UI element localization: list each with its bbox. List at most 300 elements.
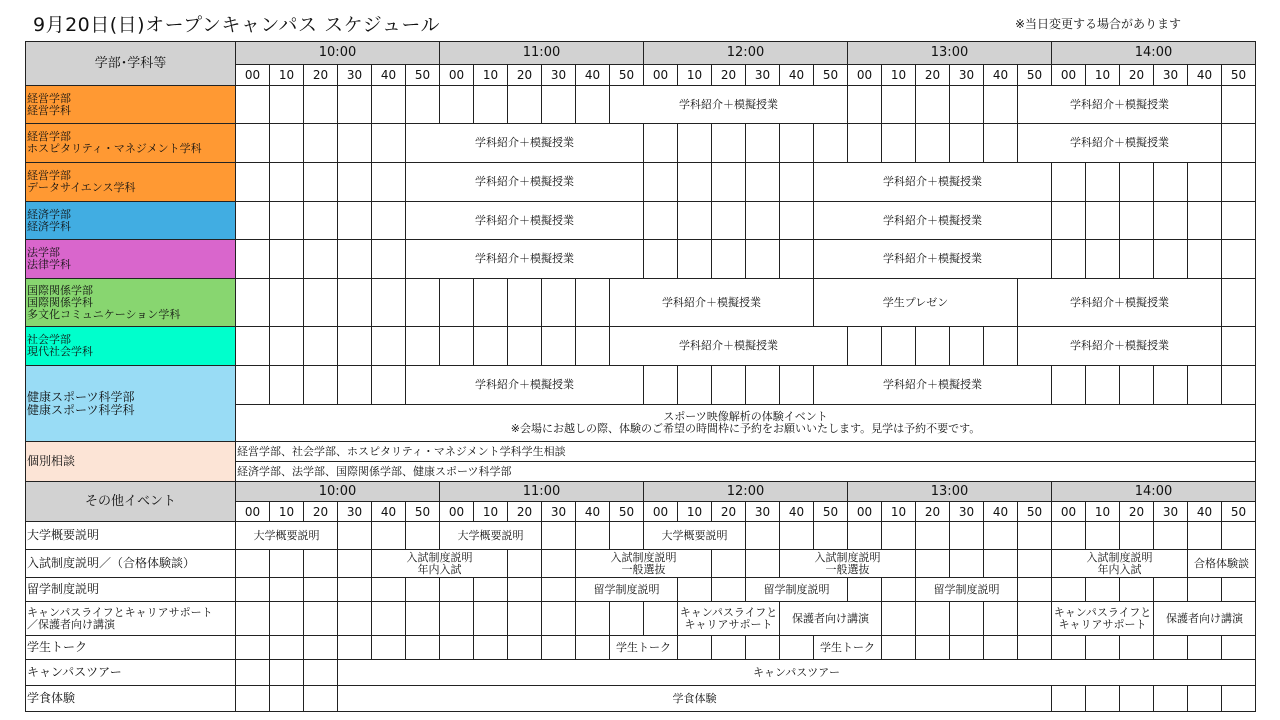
empty-slot [337,635,372,660]
empty-slot [711,365,746,405]
empty-slot [371,601,406,636]
empty-slot [1119,685,1154,712]
empty-slot [303,85,338,124]
empty-slot [1187,577,1222,602]
empty-slot [541,549,576,578]
empty-slot [1119,521,1154,550]
empty-slot [575,521,610,550]
minute-header: 50 [609,501,644,522]
empty-slot [643,601,678,636]
empty-slot [609,521,644,550]
minute-header: 00 [439,501,474,522]
empty-slot [575,635,610,660]
minute-header: 30 [949,64,984,86]
empty-slot [1221,278,1256,327]
empty-slot [1085,577,1120,602]
hour-header: 13:00 [847,41,1052,65]
department-label: 健康スポーツ科学部 健康スポーツ科学科 [25,365,236,442]
department-label: 社会学部 現代社会学科 [25,326,236,366]
empty-slot [1017,521,1052,550]
sports-event-line1: スポーツ映像解析の体験イベント [663,410,828,423]
empty-slot [1051,635,1086,660]
empty-slot [949,549,984,578]
empty-slot [507,635,542,660]
minute-header: 50 [813,501,848,522]
empty-slot [235,577,270,602]
empty-slot [473,635,508,660]
hour-header: 14:00 [1051,41,1256,65]
empty-slot [983,123,1018,163]
empty-slot [269,659,304,686]
empty-slot [1221,85,1256,124]
empty-slot [949,85,984,124]
minute-header: 50 [1221,501,1256,522]
empty-slot [337,162,372,202]
department-label: 法学部 法律学科 [25,239,236,279]
minute-header: 00 [439,64,474,86]
hour-header: 12:00 [643,481,848,502]
empty-slot [1051,365,1086,405]
empty-slot [541,85,576,124]
event-block: 大学概要説明 [235,521,338,550]
empty-slot [1221,201,1256,240]
event-label: 学食体験 [25,685,236,712]
empty-slot [337,521,372,550]
empty-slot [745,521,780,550]
empty-slot [1119,577,1154,602]
empty-slot [439,635,474,660]
empty-slot [1051,577,1086,602]
empty-slot [711,162,746,202]
empty-slot [1051,521,1086,550]
empty-slot [711,549,746,578]
event-block: 保護者向け講演 [779,601,882,636]
empty-slot [1221,685,1256,712]
event-label: キャンパスライフとキャリアサポート ／保護者向け講演 [25,601,236,636]
event-block: 学科紹介＋模擬授業 [813,239,1052,279]
empty-slot [541,326,576,366]
empty-slot [983,521,1018,550]
empty-slot [983,635,1018,660]
event-block: キャンパスライフと キャリアサポート [677,601,780,636]
event-block: 大学概要説明 [439,521,542,550]
event-block: 学科紹介＋模擬授業 [609,326,848,366]
empty-slot [473,278,508,327]
empty-slot [303,326,338,366]
empty-slot [235,278,270,327]
empty-slot [1085,201,1120,240]
hour-header: 11:00 [439,481,644,502]
empty-slot [711,201,746,240]
minute-header: 00 [643,64,678,86]
empty-slot [235,659,270,686]
page-title: 9月20日(日)オープンキャンパス スケジュール [33,14,440,36]
minute-header: 40 [1187,501,1222,522]
minute-header: 10 [881,501,916,522]
event-block: 学科紹介＋模擬授業 [813,201,1052,240]
empty-slot [779,635,814,660]
empty-slot [949,123,984,163]
minute-header: 20 [507,501,542,522]
minute-header: 50 [813,64,848,86]
empty-slot [1153,365,1188,405]
event-block: 入試制度説明 一般選抜 [779,549,916,578]
event-block: 学科紹介＋模擬授業 [1017,326,1222,366]
empty-slot [303,659,338,686]
empty-slot [881,326,916,366]
empty-slot [405,577,440,602]
minute-header: 20 [915,64,950,86]
empty-slot [507,577,542,602]
minute-header: 40 [1187,64,1222,86]
minute-header: 30 [541,501,576,522]
event-block: キャンパスライフと キャリアサポート [1051,601,1154,636]
empty-slot [915,601,950,636]
hour-header: 12:00 [643,41,848,65]
hour-header: 10:00 [235,41,440,65]
empty-slot [643,239,678,279]
empty-slot [1119,365,1154,405]
minute-header: 00 [235,64,270,86]
empty-slot [337,123,372,163]
empty-slot [337,239,372,279]
event-block: 学科紹介＋模擬授業 [405,365,644,405]
empty-slot [949,601,984,636]
empty-slot [235,201,270,240]
empty-slot [779,123,814,163]
empty-slot [881,85,916,124]
empty-slot [847,521,882,550]
empty-slot [235,123,270,163]
empty-slot [235,162,270,202]
empty-slot [779,521,814,550]
empty-slot [1119,201,1154,240]
event-block: 保護者向け講演 [1153,601,1256,636]
empty-slot [745,201,780,240]
empty-slot [575,601,610,636]
empty-slot [1051,239,1086,279]
empty-slot [575,85,610,124]
hour-header: 11:00 [439,41,644,65]
minute-header: 20 [303,501,338,522]
empty-slot [1119,162,1154,202]
empty-slot [1085,521,1120,550]
minute-header: 30 [949,501,984,522]
empty-slot [405,601,440,636]
empty-slot [269,201,304,240]
empty-slot [473,326,508,366]
empty-slot [1017,549,1052,578]
empty-slot [1085,239,1120,279]
empty-slot [1221,365,1256,405]
empty-slot [337,549,372,578]
empty-slot [371,326,406,366]
event-block: 学科紹介＋模擬授業 [1017,278,1222,327]
event-block: 学科紹介＋模擬授業 [813,365,1052,405]
empty-slot [1153,239,1188,279]
minute-header: 30 [745,64,780,86]
empty-slot [1153,201,1188,240]
empty-slot [847,326,882,366]
empty-slot [269,577,304,602]
empty-slot [303,685,338,712]
empty-slot [269,326,304,366]
empty-slot [303,365,338,405]
empty-slot [983,601,1018,636]
event-block: 学科紹介＋模擬授業 [609,85,848,124]
empty-slot [1017,601,1052,636]
empty-slot [303,635,338,660]
empty-slot [949,326,984,366]
empty-slot [371,365,406,405]
empty-slot [371,278,406,327]
empty-slot [337,85,372,124]
empty-slot [643,123,678,163]
empty-slot [303,577,338,602]
hour-header: 10:00 [235,481,440,502]
empty-slot [371,201,406,240]
empty-slot [303,162,338,202]
empty-slot [983,326,1018,366]
minute-header: 40 [575,501,610,522]
empty-slot [1221,239,1256,279]
empty-slot [881,521,916,550]
empty-slot [303,123,338,163]
empty-slot [779,239,814,279]
empty-slot [1221,326,1256,366]
empty-slot [1187,239,1222,279]
empty-slot [371,577,406,602]
event-block: 留学制度説明 [915,577,1018,602]
empty-slot [473,85,508,124]
empty-slot [1017,577,1052,602]
hour-header: 14:00 [1051,481,1256,502]
empty-slot [677,239,712,279]
empty-slot [439,577,474,602]
empty-slot [371,239,406,279]
empty-slot [1153,635,1188,660]
empty-slot [949,635,984,660]
empty-slot [1051,685,1086,712]
empty-slot [1085,162,1120,202]
empty-slot [269,123,304,163]
event-block: 入試制度説明 一般選抜 [575,549,712,578]
empty-slot [337,577,372,602]
minute-header: 10 [269,64,304,86]
event-block: 学科紹介＋模擬授業 [405,162,644,202]
minute-header: 10 [677,64,712,86]
minute-header: 50 [1221,64,1256,86]
dept-header: 学部･学科等 [25,41,236,86]
minute-header: 20 [1119,64,1154,86]
empty-slot [711,123,746,163]
empty-slot [541,521,576,550]
empty-slot [915,85,950,124]
empty-slot [643,201,678,240]
empty-slot [1017,635,1052,660]
empty-slot [371,635,406,660]
minute-header: 50 [609,64,644,86]
consult-line: 経営学部、社会学部、ホスピタリティ・マネジメント学科学生相談 [235,441,1256,462]
department-label: 経営学部 経営学科 [25,85,236,124]
empty-slot [269,239,304,279]
empty-slot [575,278,610,327]
empty-slot [269,549,304,578]
empty-slot [915,635,950,660]
consult-line: 経済学部、法学部、国際関係学部、健康スポーツ科学部 [235,461,1256,482]
empty-slot [575,326,610,366]
minute-header: 40 [779,501,814,522]
minute-header: 50 [405,64,440,86]
empty-slot [405,85,440,124]
minute-header: 00 [235,501,270,522]
event-block: 学科紹介＋模擬授業 [1017,123,1222,163]
event-block: 学科紹介＋模擬授業 [609,278,814,327]
event-label: 留学制度説明 [25,577,236,602]
empty-slot [337,326,372,366]
empty-slot [541,577,576,602]
empty-slot [473,601,508,636]
empty-slot [745,549,780,578]
empty-slot [677,577,712,602]
empty-slot [269,85,304,124]
event-label: 入試制度説明／（合格体験談） [25,549,236,578]
empty-slot [405,278,440,327]
minute-header: 10 [1085,501,1120,522]
sports-event-line2: ※会場にお越しの際、体験のご希望の時間枠に予約をお願いいたします。見学は予約不要です。 [510,422,981,435]
empty-slot [371,521,406,550]
minute-header: 00 [643,501,678,522]
empty-slot [405,326,440,366]
empty-slot [1085,685,1120,712]
empty-slot [507,85,542,124]
empty-slot [1187,521,1222,550]
empty-slot [881,577,916,602]
empty-slot [711,635,746,660]
minute-header: 50 [1017,501,1052,522]
empty-slot [439,278,474,327]
empty-slot [507,549,542,578]
minute-header: 40 [779,64,814,86]
empty-slot [337,365,372,405]
empty-slot [881,601,916,636]
empty-slot [303,239,338,279]
minute-header: 00 [1051,64,1086,86]
empty-slot [983,85,1018,124]
department-label: 経営学部 ホスピタリティ・マネジメント学科 [25,123,236,163]
empty-slot [745,365,780,405]
empty-slot [269,278,304,327]
empty-slot [745,162,780,202]
minute-header: 40 [983,501,1018,522]
other-header: その他イベント [25,481,236,522]
empty-slot [1187,635,1222,660]
empty-slot [677,635,712,660]
empty-slot [1085,635,1120,660]
empty-slot [507,326,542,366]
empty-slot [337,601,372,636]
empty-slot [949,521,984,550]
event-block: 学科紹介＋模擬授業 [405,239,644,279]
empty-slot [303,201,338,240]
event-block: 学科紹介＋模擬授業 [813,162,1052,202]
empty-slot [779,365,814,405]
event-block: 留学制度説明 [575,577,678,602]
empty-slot [405,521,440,550]
empty-slot [1153,162,1188,202]
empty-slot [915,326,950,366]
empty-slot [711,577,746,602]
event-block: 学科紹介＋模擬授業 [405,123,644,163]
consult-label: 個別相談 [25,441,236,482]
empty-slot [779,201,814,240]
minute-header: 30 [541,64,576,86]
hour-header: 13:00 [847,481,1052,502]
minute-header: 30 [337,64,372,86]
empty-slot [847,577,882,602]
empty-slot [541,601,576,636]
event-label: 大学概要説明 [25,521,236,550]
empty-slot [235,326,270,366]
empty-slot [371,85,406,124]
minute-header: 40 [371,64,406,86]
sports-event-note [235,404,1256,442]
empty-slot [303,278,338,327]
empty-slot [915,123,950,163]
empty-slot [983,549,1018,578]
event-block: 学科紹介＋模擬授業 [405,201,644,240]
minute-header: 50 [405,501,440,522]
empty-slot [235,239,270,279]
department-label: 国際関係学部 国際関係学科 多文化コミュニケーション学科 [25,278,236,327]
empty-slot [643,162,678,202]
empty-slot [235,549,270,578]
empty-slot [235,635,270,660]
empty-slot [337,201,372,240]
event-block: 学生トーク [813,635,882,660]
empty-slot [439,326,474,366]
minute-header: 00 [847,64,882,86]
event-block: 留学制度説明 [745,577,848,602]
empty-slot [1119,635,1154,660]
empty-slot [1119,239,1154,279]
event-block: 学食体験 [337,685,1052,712]
empty-slot [745,239,780,279]
empty-slot [677,201,712,240]
empty-slot [473,577,508,602]
empty-slot [269,685,304,712]
minute-header: 40 [983,64,1018,86]
empty-slot [847,85,882,124]
minute-header: 10 [677,501,712,522]
minute-header: 30 [1153,501,1188,522]
empty-slot [1187,162,1222,202]
empty-slot [269,365,304,405]
empty-slot [1221,521,1256,550]
empty-slot [711,239,746,279]
minute-header: 20 [303,64,338,86]
empty-slot [881,123,916,163]
empty-slot [1221,123,1256,163]
empty-slot [1153,577,1188,602]
minute-header: 20 [711,64,746,86]
empty-slot [303,549,338,578]
empty-slot [1221,162,1256,202]
empty-slot [235,685,270,712]
empty-slot [1085,365,1120,405]
event-block: 合格体験談 [1187,549,1256,578]
minute-header: 10 [1085,64,1120,86]
